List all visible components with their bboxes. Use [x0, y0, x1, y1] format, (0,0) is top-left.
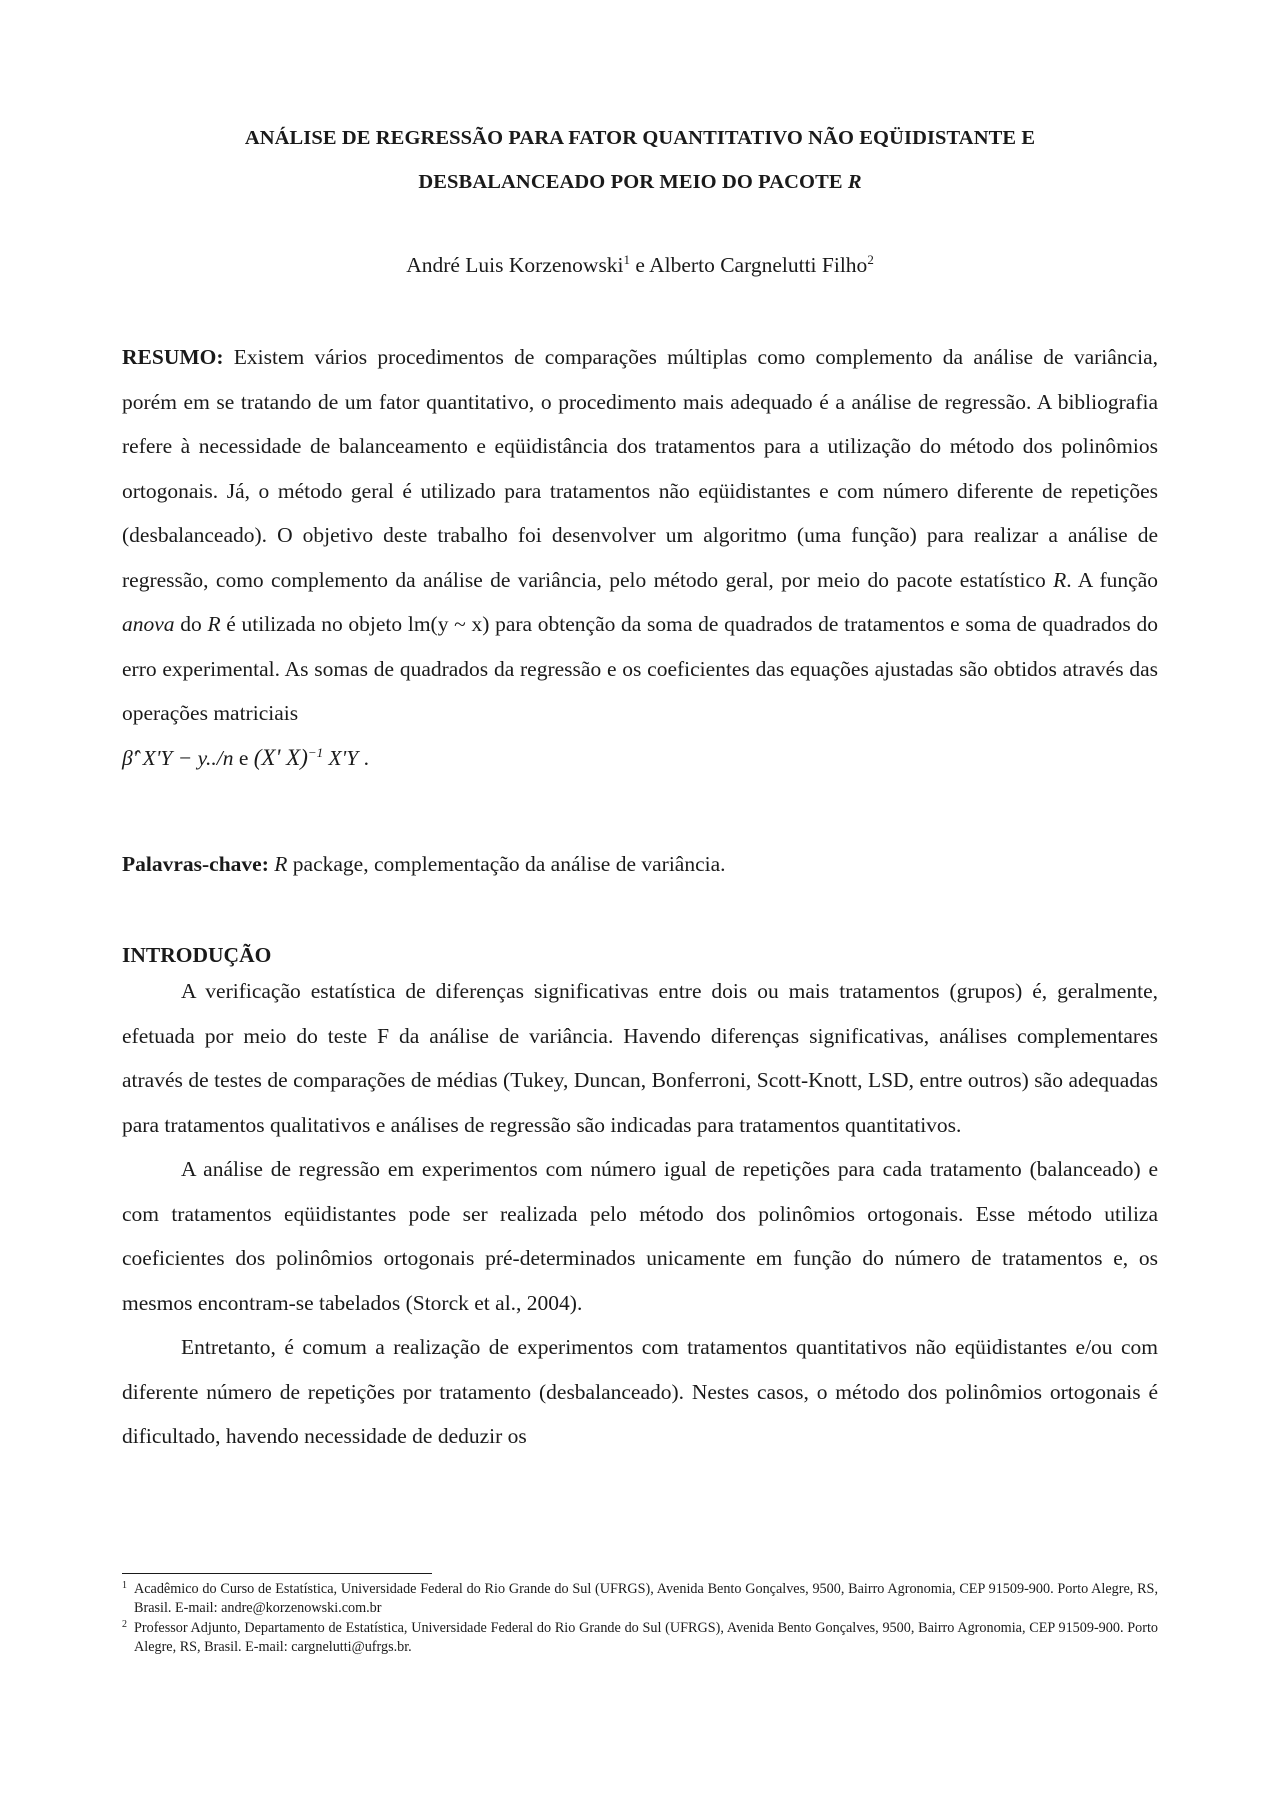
abstract-text-4: é utilizada no objeto lm(y ~ x) para obtenção da soma de quadrados de tratamentos e soma de quadrados do erro experimental. As somas de quadrados da regressão e os coeficientes das equações ajustadas são obtidos através das operações matriciais: [122, 612, 1158, 725]
author-2: Alberto Cargnelutti Filho: [649, 253, 868, 277]
footnote-2: [122, 1619, 1158, 1657]
footnote-2-text: Professor Adjunto, Departamento de Estatística, Universidade Federal do Rio Grande do Sul (UFRGS), Avenida Bento Gonçalves, 9500, Bairro Agronomia, CEP 91509-900. Porto Alegre, RS, Brasil. E-mail: cargnelutti@ufrgs.br.: [134, 1620, 1158, 1655]
title-line-2-main: DESBALANCEADO POR MEIO DO PACOTE: [418, 171, 848, 193]
abstract-label: RESUMO:: [122, 345, 224, 369]
footnotes: [122, 1580, 1158, 1658]
formula-matrix: [254, 746, 358, 770]
abstract-text-1: Existem vários procedimentos de comparações múltiplas como complemento da análise de variância, porém em se tratando de um fator quantitativo, o procedimento mais adequado é a análise de regressão. A bibliografia refere à necessidade de balanceamento e eqüidistância dos tratamentos para a utilização do método dos polinômios ortogonais. Já, o método geral é utilizado para tratamentos não eqüidistantes e com número diferente de repetições (desbalanceado). O objetivo deste trabalho foi desenvolver um algoritmo (uma função) para realizar a análise de regressão, como complemento da análise de variância, pelo método geral, por meio do pacote estatístico: [122, 345, 1158, 592]
introduction-body: [122, 969, 1158, 1459]
keywords-italic-r: R: [268, 852, 288, 876]
abstract-text-3: do: [174, 612, 208, 636]
keywords-text: package, complementação da análise de variância.: [287, 852, 726, 876]
footnote-divider: [122, 1573, 432, 1574]
abstract-italic-r-2: R: [207, 612, 221, 636]
formula-matrix-exponent: −1: [307, 744, 324, 760]
paper-title: [122, 116, 1158, 204]
section-heading-introduction: INTRODUÇÃO: [122, 943, 272, 967]
title-line-2: [122, 160, 1158, 204]
footnote-1-mark: 1: [122, 1580, 127, 1591]
formula-matrix-base: (X' X): [253, 744, 308, 770]
abstract-paragraph: [122, 335, 1158, 736]
author-list: [122, 250, 1158, 280]
formula-end: .: [358, 745, 369, 770]
title-line-2-italic: R: [847, 171, 862, 193]
author-1-footnote-mark: 1: [623, 251, 631, 267]
author-conjunction: e: [630, 253, 650, 277]
intro-paragraph: Entretanto, é comum a realização de experimentos com tratamentos quantitativos não eqüidistantes e/ou com diferente número de repetições por tratamento (desbalanceado). Nestes casos, o método dos polinômios ortogonais é dificultado, havendo necessidade de deduzir os: [122, 1335, 1158, 1448]
title-line-1: ANÁLISE DE REGRESSÃO PARA FATOR QUANTITATIVO NÃO EQÜIDISTANTE E: [244, 127, 1036, 149]
formula-conjunction: e: [233, 745, 254, 770]
intro-paragraph: A verificação estatística de diferenças significativas entre dois ou mais tratamentos (grupos) é, geralmente, efetuada por meio do teste F da análise de variância. Havendo diferenças significativas, análises complementares através de testes de comparações de médias (Tukey, Duncan, Bonferroni, Scott-Knott, LSD, entre outros) são adequadas para tratamentos qualitativos e análises de regressão são indicadas para tratamentos quantitativos.: [122, 979, 1158, 1137]
footnote-1: [122, 1580, 1158, 1618]
author-1: André Luis Korzenowski: [406, 253, 624, 277]
footnote-2-mark: 2: [122, 1619, 127, 1630]
abstract-italic-anova: anova: [122, 612, 175, 636]
keywords-label: Palavras-chave:: [122, 852, 269, 876]
formula-beta: β̂' X'Y − y../n: [122, 745, 234, 770]
intro-paragraph: A análise de regressão em experimentos com número igual de repetições para cada tratamento (balanceado) e com tratamentos eqüidistantes pode ser realizada pelo método dos polinômios ortogonais. Esse método utiliza coeficientes dos polinômios ortogonais pré-determinados unicamente em função do número de tratamentos e, os mesmos encontram-se tabelados (Storck et al., 2004).: [122, 1157, 1158, 1315]
abstract-text-2: . A função: [1066, 567, 1158, 592]
author-2-footnote-mark: 2: [867, 251, 874, 267]
formula-matrix-tail: X'Y: [323, 745, 359, 770]
abstract-formula-line: [122, 736, 1158, 781]
keywords: [122, 842, 1158, 887]
abstract: [122, 335, 1158, 780]
abstract-italic-r-1: R: [1053, 567, 1067, 592]
footnote-1-text: Acadêmico do Curso de Estatística, Universidade Federal do Rio Grande do Sul (UFRGS), Avenida Bento Gonçalves, 9500, Bairro Agronomia, CEP 91509-900. Porto Alegre, RS, Brasil. E-mail: andre@korzenowski.com.br: [134, 1581, 1158, 1616]
